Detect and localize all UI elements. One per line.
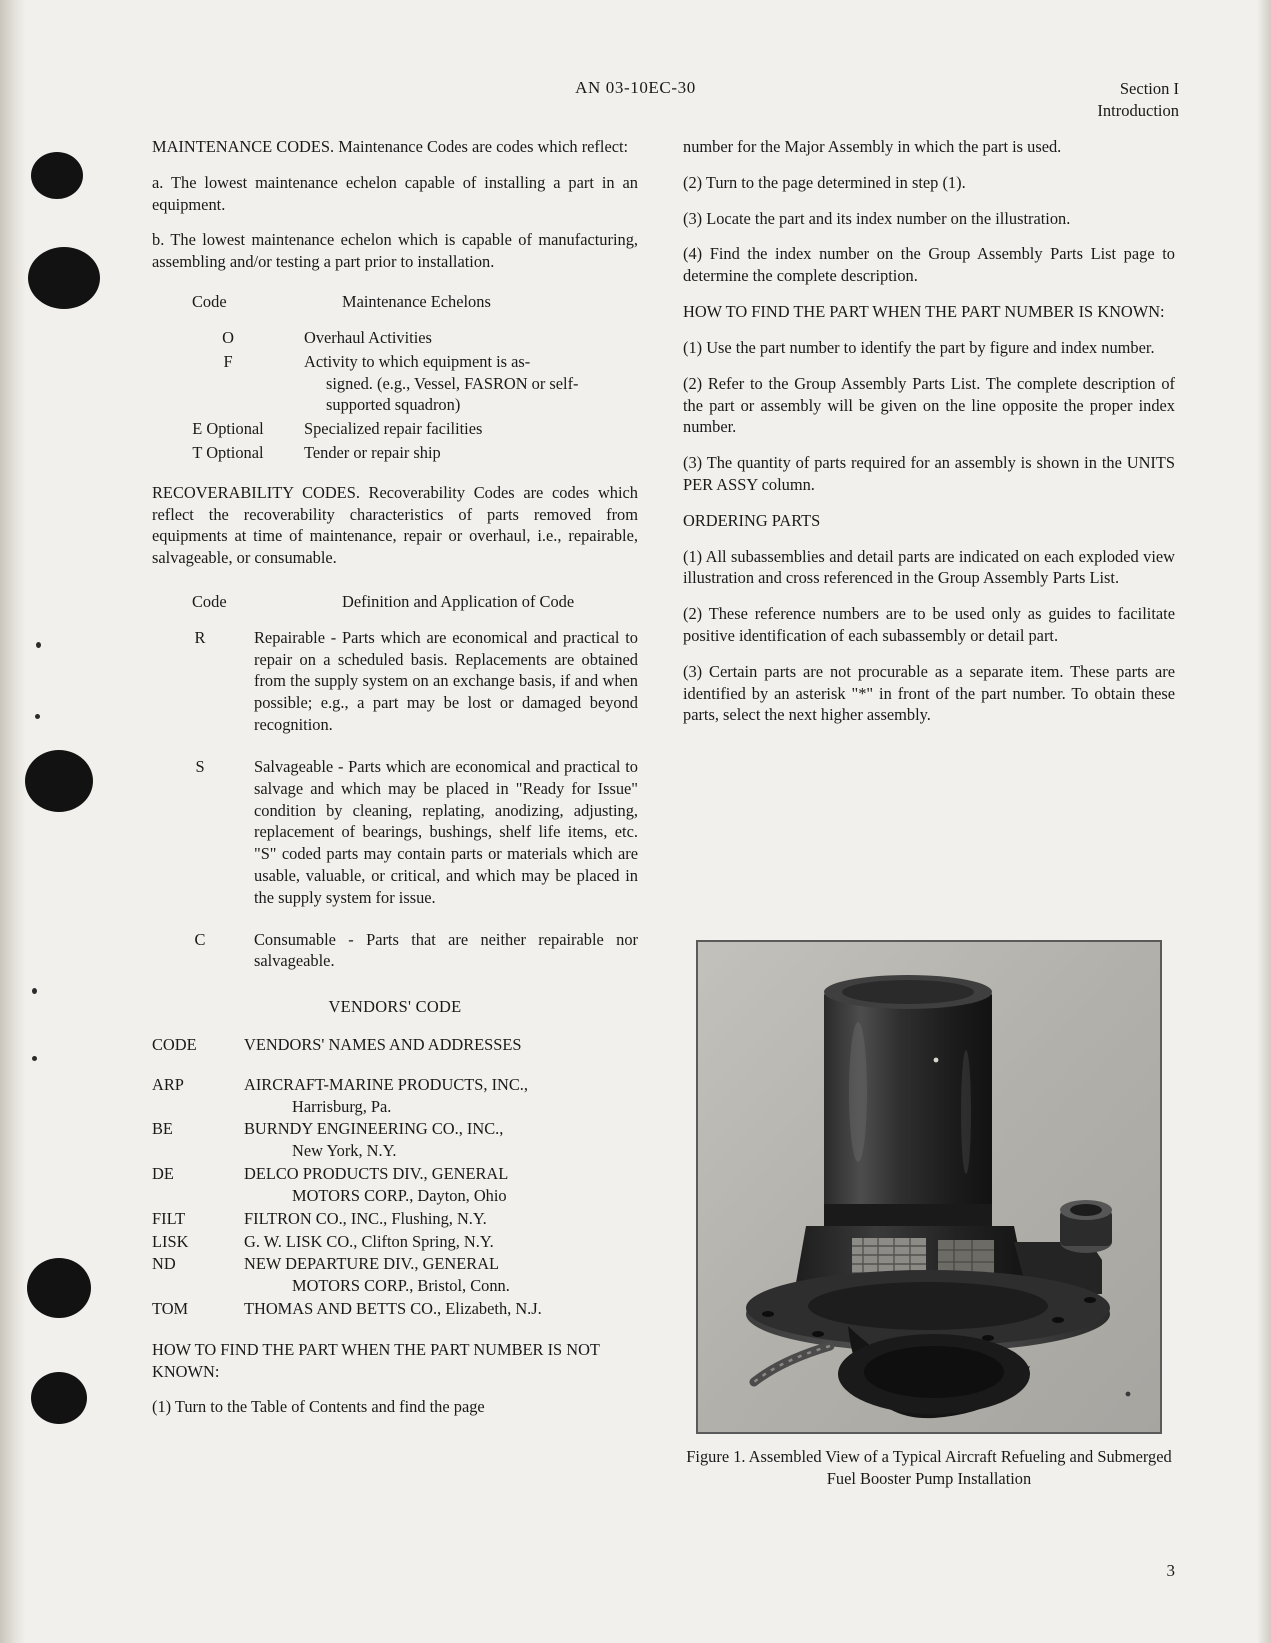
maintenance-codes-intro: MAINTENANCE CODES. Maintenance Codes are codes which reflect: bbox=[152, 137, 629, 156]
maintenance-definition: Overhaul Activities bbox=[304, 327, 432, 347]
table-row bbox=[152, 756, 638, 911]
recoverability-definition: Consumable - Parts that are neither repairable nor salvageable. bbox=[254, 929, 638, 971]
vendors-header-row bbox=[152, 1034, 638, 1057]
table-row bbox=[152, 1231, 638, 1254]
table-row bbox=[152, 351, 638, 418]
recoverability-codes-table bbox=[152, 627, 638, 974]
maintenance-code: E Optional bbox=[192, 419, 264, 439]
vendor-name-line1: NEW DEPARTURE DIV., GENERAL bbox=[244, 1254, 500, 1274]
binding-hole bbox=[31, 1372, 87, 1424]
binding-hole bbox=[27, 1258, 91, 1318]
maintenance-item-a: a. The lowest maintenance echelon capable of installing a part in an equipment. bbox=[152, 172, 638, 214]
known-step-2: (2) Refer to the Group Assembly Parts List. The complete description of the part or assembly will be given on the line opposite the proper index number. bbox=[683, 373, 1175, 437]
vendor-name bbox=[244, 1163, 638, 1208]
vendors-table bbox=[152, 1034, 638, 1321]
vendor-name bbox=[244, 1253, 638, 1298]
recoverability-definition: Repairable - Parts which are economical and practical to repair on a scheduled basis. Replacements are obtained from the supply system on an exchange basis, if and when possible; e.g., a part may be lost or damaged beyond recognition. bbox=[254, 627, 638, 735]
table-row bbox=[152, 738, 638, 756]
vendor-code: FILT bbox=[152, 1208, 186, 1228]
fuel-booster-pump-photo-icon bbox=[698, 942, 1160, 1432]
maintenance-definition: Specialized repair facilities bbox=[304, 419, 483, 439]
how-to-find-known-heading: HOW TO FIND THE PART WHEN THE PART NUMBER IS KNOWN: bbox=[683, 302, 1165, 322]
page-speck bbox=[32, 1056, 37, 1061]
vendor-code: TOM bbox=[152, 1298, 189, 1318]
page-speck bbox=[32, 988, 37, 994]
table-row bbox=[152, 911, 638, 929]
table-row bbox=[152, 627, 638, 738]
ordering-step-2: (2) These reference numbers are to be used only as guides to facilitate positive identification of each subassembly or detail part. bbox=[683, 604, 1175, 645]
maintenance-codes-table bbox=[152, 327, 638, 466]
maintenance-head-code: Code bbox=[192, 292, 227, 312]
vendor-name bbox=[244, 1074, 638, 1119]
unknown-step-3: (3) Locate the part and its index number on the illustration. bbox=[683, 208, 1071, 228]
recoverability-codes-intro: RECOVERABILITY CODES. Recoverability Codes are codes which reflect the recoverability characteristics of parts removed from equipments at time of maintenance, repair or overhaul, i.e., repairable, salvageable, or consumable. bbox=[152, 482, 638, 568]
vendor-name-line1: AIRCRAFT-MARINE PRODUCTS, INC., bbox=[244, 1074, 528, 1094]
vendor-code: ARP bbox=[152, 1074, 184, 1094]
table-row bbox=[152, 1074, 638, 1119]
table-row bbox=[152, 327, 638, 351]
maintenance-head-echelons: Maintenance Echelons bbox=[342, 292, 491, 312]
vendor-name: G. W. LISK CO., Clifton Spring, N.Y. bbox=[244, 1231, 494, 1251]
maintenance-definition bbox=[304, 351, 638, 418]
vendor-name: THOMAS AND BETTS CO., Elizabeth, N.J. bbox=[244, 1298, 542, 1318]
vendor-name-line1: BURNDY ENGINEERING CO., INC., bbox=[244, 1119, 504, 1139]
table-row bbox=[152, 1118, 638, 1163]
page-number: 3 bbox=[1166, 1561, 1175, 1580]
document-id: AN 03-10EC-30 bbox=[575, 78, 696, 97]
recoverability-definition: Salvageable - Parts which are economical and practical to salvage and which may be placed in "Ready for Issue" condition by cleaning, replating, anodizing, adjusting, replacement of bearings, bushings, shelf life items, etc. "S" coded parts may contain parts or materials which are usable, valuable, or critical, and which may be placed in the supply system for issue. bbox=[254, 756, 638, 907]
vendor-name-line2: MOTORS CORP., Bristol, Conn. bbox=[292, 1276, 510, 1296]
maintenance-item-b: b. The lowest maintenance echelon which is capable of manufacturing, assembling and/or testing a part prior to installation. bbox=[152, 230, 638, 272]
known-step-3: (3) The quantity of parts required for an assembly is shown in the UNITS PER ASSY column. bbox=[683, 453, 1175, 494]
table-row bbox=[152, 1163, 638, 1208]
maintenance-code: T Optional bbox=[192, 442, 264, 462]
recoverability-code: R bbox=[194, 627, 206, 647]
maintenance-code: O bbox=[222, 327, 234, 347]
how-to-find-unknown-step1: (1) Turn to the Table of Contents and find the page bbox=[152, 1397, 485, 1417]
vendor-name-line1: DELCO PRODUCTS DIV., GENERAL bbox=[244, 1164, 509, 1184]
ordering-step-3: (3) Certain parts are not procurable as a separate item. These parts are identified by an asterisk "*" in front of the part number. To obtain these parts, select the next higher assembly. bbox=[683, 661, 1175, 725]
maintenance-code: F bbox=[223, 351, 233, 371]
right-column bbox=[683, 136, 1175, 740]
section-block bbox=[1097, 78, 1179, 123]
vendors-code-title: VENDORS' CODE bbox=[328, 997, 462, 1017]
how-to-find-unknown-heading: HOW TO FIND THE PART WHEN THE PART NUMBER IS NOT KNOWN: bbox=[152, 1339, 600, 1381]
section-label: Section I bbox=[1119, 79, 1179, 98]
recoverability-table-header bbox=[152, 591, 638, 613]
table-row bbox=[152, 1298, 638, 1321]
unknown-step-4: (4) Find the index number on the Group Assembly Parts List page to determine the complete description. bbox=[683, 244, 1175, 286]
vendor-name-line2: MOTORS CORP., Dayton, Ohio bbox=[292, 1185, 507, 1205]
recoverability-head-code: Code bbox=[192, 592, 227, 611]
vendor-code: BE bbox=[152, 1119, 173, 1139]
table-row bbox=[152, 418, 638, 442]
continuation-text: number for the Major Assembly in which the part is used. bbox=[683, 137, 1062, 156]
subsection-label: Introduction bbox=[1097, 101, 1179, 121]
table-row bbox=[152, 442, 638, 466]
vendor-name bbox=[244, 1118, 638, 1163]
row-spacer bbox=[152, 738, 638, 756]
vendor-name: FILTRON CO., INC., Flushing, N.Y. bbox=[244, 1208, 487, 1228]
row-spacer bbox=[152, 911, 638, 929]
maintenance-definition: Tender or repair ship bbox=[304, 442, 441, 462]
ordering-parts-heading: ORDERING PARTS bbox=[683, 510, 821, 530]
table-row bbox=[152, 1253, 638, 1298]
binding-hole bbox=[28, 247, 100, 309]
maintenance-definition-line1: Activity to which equipment is as- bbox=[304, 351, 531, 371]
figure-caption: Figure 1. Assembled View of a Typical Aircraft Refueling and Submerged Fuel Booster Pump Installation bbox=[686, 1447, 1172, 1489]
known-step-1: (1) Use the part number to identify the part by figure and index number. bbox=[683, 337, 1155, 357]
recoverability-code: S bbox=[195, 756, 205, 776]
page-speck bbox=[36, 642, 41, 648]
vendor-code: ND bbox=[152, 1254, 176, 1274]
binding-hole bbox=[25, 750, 93, 812]
vendor-code: LISK bbox=[152, 1231, 189, 1251]
vendor-name-line2: Harrisburg, Pa. bbox=[292, 1096, 392, 1116]
binding-hole bbox=[31, 152, 83, 199]
table-row bbox=[152, 1057, 638, 1074]
recoverability-code: C bbox=[194, 929, 206, 949]
vendor-code: DE bbox=[152, 1164, 174, 1184]
maintenance-definition-cont: signed. (e.g., Vessel, FASRON or self-supported squadron) bbox=[326, 373, 579, 415]
row-spacer bbox=[152, 1057, 638, 1074]
left-column bbox=[152, 136, 638, 1432]
maintenance-table-header bbox=[152, 291, 638, 313]
table-row bbox=[152, 1208, 638, 1231]
vendors-head-code: CODE bbox=[152, 1035, 197, 1054]
table-row bbox=[152, 929, 638, 975]
vendors-head-names: VENDORS' NAMES AND ADDRESSES bbox=[244, 1035, 522, 1054]
ordering-step-1: (1) All subassemblies and detail parts are indicated on each exploded view illustration and cross referenced in the Group Assembly Parts List. bbox=[683, 546, 1175, 588]
figure-image bbox=[696, 940, 1162, 1434]
figure-block bbox=[683, 940, 1175, 1490]
page-speck bbox=[35, 714, 40, 719]
vendor-name-line2: New York, N.Y. bbox=[292, 1141, 397, 1161]
recoverability-head-definition: Definition and Application of Code bbox=[342, 592, 575, 611]
unknown-step-2: (2) Turn to the page determined in step (1). bbox=[683, 172, 966, 192]
